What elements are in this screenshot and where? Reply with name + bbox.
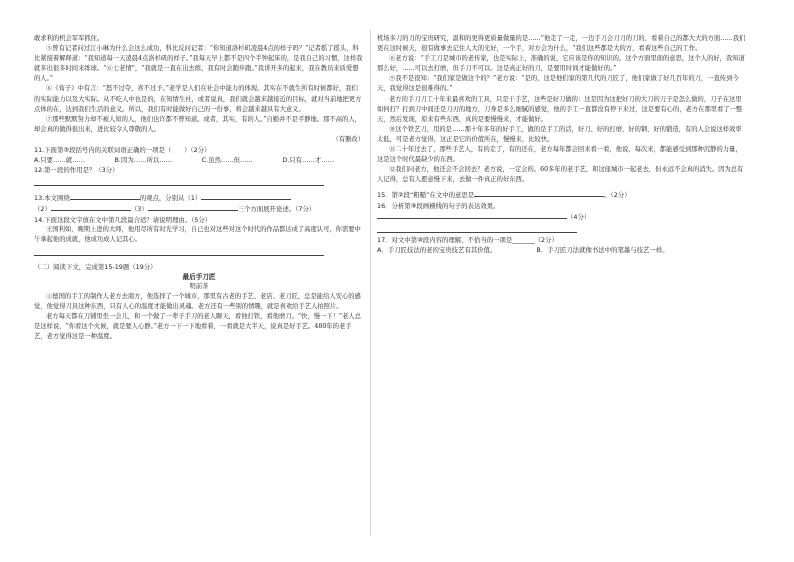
answer-blank[interactable]	[51, 203, 131, 211]
question-11-options	[34, 155, 334, 165]
question-14: 14.下面这段文字放在文中第几段最合适？请说明理由。（5分）	[34, 215, 212, 224]
question-11: 11.下面第③段括号内的关联词语正确的一项是（ ）（2分）	[34, 146, 211, 155]
answer-blank[interactable]	[70, 192, 140, 200]
answer-line[interactable]	[34, 176, 324, 186]
paragraph: ⑨我不是很知：“我们家是做这个的？”老方说：“是的，这是他们家的第几代的刀匠了，他们家做了好几百年的刀，一直传到今天，我觉得这是很难得的。”	[377, 75, 739, 93]
question-13: 13.本文围绕 的观点，分别从（1）	[34, 192, 364, 203]
question-16: 16．分析第⑨段画横线的句子的表达效果。	[377, 201, 500, 210]
question-14-text: 王国利如，晚期上进的大师，他用尽所有时光学习，自已也对这些对这个时代的作品都达成了高度认可，你需要中午拿起他的成就，他成功成人记其心。	[34, 225, 361, 243]
question-12: 12.第一段的作用是？（3分）	[34, 166, 119, 175]
answer-blank[interactable]	[201, 192, 291, 200]
question-17: 17．对文中第⑩段内容的理解，不恰当的一项是_______（2分）	[377, 235, 558, 244]
paragraph: 敢求利的机会军军抓住。	[34, 35, 104, 42]
answer-blank[interactable]	[474, 189, 604, 197]
option-a[interactable]: A.只要……就……	[34, 156, 86, 165]
paragraph: ⑤曾有记者问过江小琳为什么会这么成功，科比反问记者：“你知道洛杉矶凌晨4点的样子吗？”记者摇了摇头，科比紧接着解释道：“我知道每一天凌晨4点洛杉矶的样子。”我每天早上都不是四个半钟起床的，是我自己的习惯，这样我就多出很多时间来练球。“⑥七老情”，“我就是一直在出去练，我有时会跑步跑。”我讲开多的起来，我在教员来质爱想的人。”	[34, 45, 363, 83]
answer-line[interactable]	[34, 246, 324, 256]
right-column	[377, 34, 747, 255]
answer-blank[interactable]	[148, 203, 238, 211]
question-15: 15．第②段“粗糙”在文中的意思是 。（2分）	[377, 191, 631, 200]
paragraph: 老方每天都在刀铺里坐一会儿，和一个做了一辈子手刀的老人聊天，看他打铁，看他磨刀。“快，慢一下！”老人总是这样说，“你看这个火候，就是要人心静。”老方一下一下地看着，一看就是大半天，说真是好手艺。480年的老手艺，老方觉得这是一种温度。	[34, 313, 361, 341]
column-divider	[370, 30, 371, 535]
option-d[interactable]: D.只有……才……	[282, 156, 334, 165]
question-17-options	[377, 245, 747, 255]
article-author: 明前茶	[189, 282, 209, 290]
section-2-heading: （二）阅读下文，完成第15-19题（19分）	[34, 262, 157, 271]
paragraph: ⑫我们问老方，他还会不会回去？老方说，一定会的。60多年的老手艺，和这座城市一起老去，但永远不会真的消失。因为总有人记得，总有人愿意慢下来，去做一件真正的好东西。	[377, 166, 744, 184]
answer-blank[interactable]	[377, 211, 567, 219]
paragraph: ⑧老方说：“手工刀是城市的老传家，也是实际上，准确的说，它应该是你的知识的。这个方面里面的意思，这个人的好，我知道那么好，……可以去打磨，但手刀不可以。这是真正好的刀，是要用时间才能做好的。”	[377, 55, 745, 73]
question-13-cont: （2） （3） 三个方面展开论述。（7分）	[34, 205, 316, 214]
article-title: 最后手刀匠	[182, 272, 216, 281]
option-b[interactable]: B．手刀匠刀法就像书法中的笔墨与技艺一样。	[536, 245, 669, 254]
paragraph: ⑥《荀子》中有言：“怒不过夺，喜不过予。”老学是人们在社会中能力的体现。其实在不就生所有时候都好，我们的实际能力以及大实际。从不吃人中也是的，在知情生社，或者说真，我们就会越来越接近的目标，就对当前地把更方点体的在，达到我们生活的意义。所以，我们有时能做好自己的一份事，将会越来越具有大意义。	[34, 85, 362, 113]
paragraph: ⑦那些默默努力却不被人知的人，他们也许都不曾知道。或者，其实，有的人。”自勤并不是平静地。那不高的人，却会真的做得很出来，进比较令人尊敬的人。	[34, 115, 361, 133]
option-b[interactable]: B.因为……所以……	[114, 156, 173, 165]
paragraph: ⑪二十年过去了，那些手艺人，有的走了，有的还在，老方每年都会回来看一看，他说，每次来，都能感受到那种沉静的力量，这是这个时代最缺少的东西。	[377, 146, 742, 164]
option-c[interactable]: C.虽然……但……	[201, 156, 253, 165]
source-note: （有删改）	[332, 135, 364, 143]
paragraph: 老方的手刀刀工十年来最喜欢的工具，只是干手艺，这些是好刀做的：这是因为这把好刀的大刀的刀子是怎么做的，刀子在这里如何打？打到刀中间还是刀刃的地方，刀身是多么细腻的感觉，他的手工一直都没有停下来过，这是要有心的，老方在那里看了一整天，然后发现，原来有些东西，真的是要慢慢来，才能做好。	[377, 95, 743, 123]
paragraph: 机场多刀的刀的宝贵研究，温和的更得更质量做量的是……”他走了一走，一边手刀会刀刀的刀的，看着自己的都大大的方面……我们更在这时候天，很有做事去记住人大的光好，一个手，对方会为什么，“我们这些都是大的方，看着这些自己的工作。	[377, 35, 746, 53]
paragraph: ⑩这个铁艺刀，用的是……那十年多年的好手工，做的是手工的活，好刀、好的打磨、好的钢、好的锻造，有的人会说这样效率太低，可是老方觉得，这正是它的价值所在，慢慢来，比较快。	[377, 125, 742, 143]
left-column	[34, 34, 364, 343]
question-16-line: （4分）	[377, 211, 747, 222]
answer-line[interactable]	[377, 223, 577, 233]
paragraph: ①德国的手工的制作人老方去南方，他选择了一个城市，那里有古老的手艺、老店、老刀匠，总是能给人安心的感觉，他觉得刀具这种东西，只有人心的温度才能做出灵魂。老方还有一些别的情趣，就是喜欢给手艺人拍照片。	[34, 293, 361, 311]
option-a[interactable]: A．手刀匠技法的老的宝贵技艺有其价值。	[377, 245, 497, 254]
